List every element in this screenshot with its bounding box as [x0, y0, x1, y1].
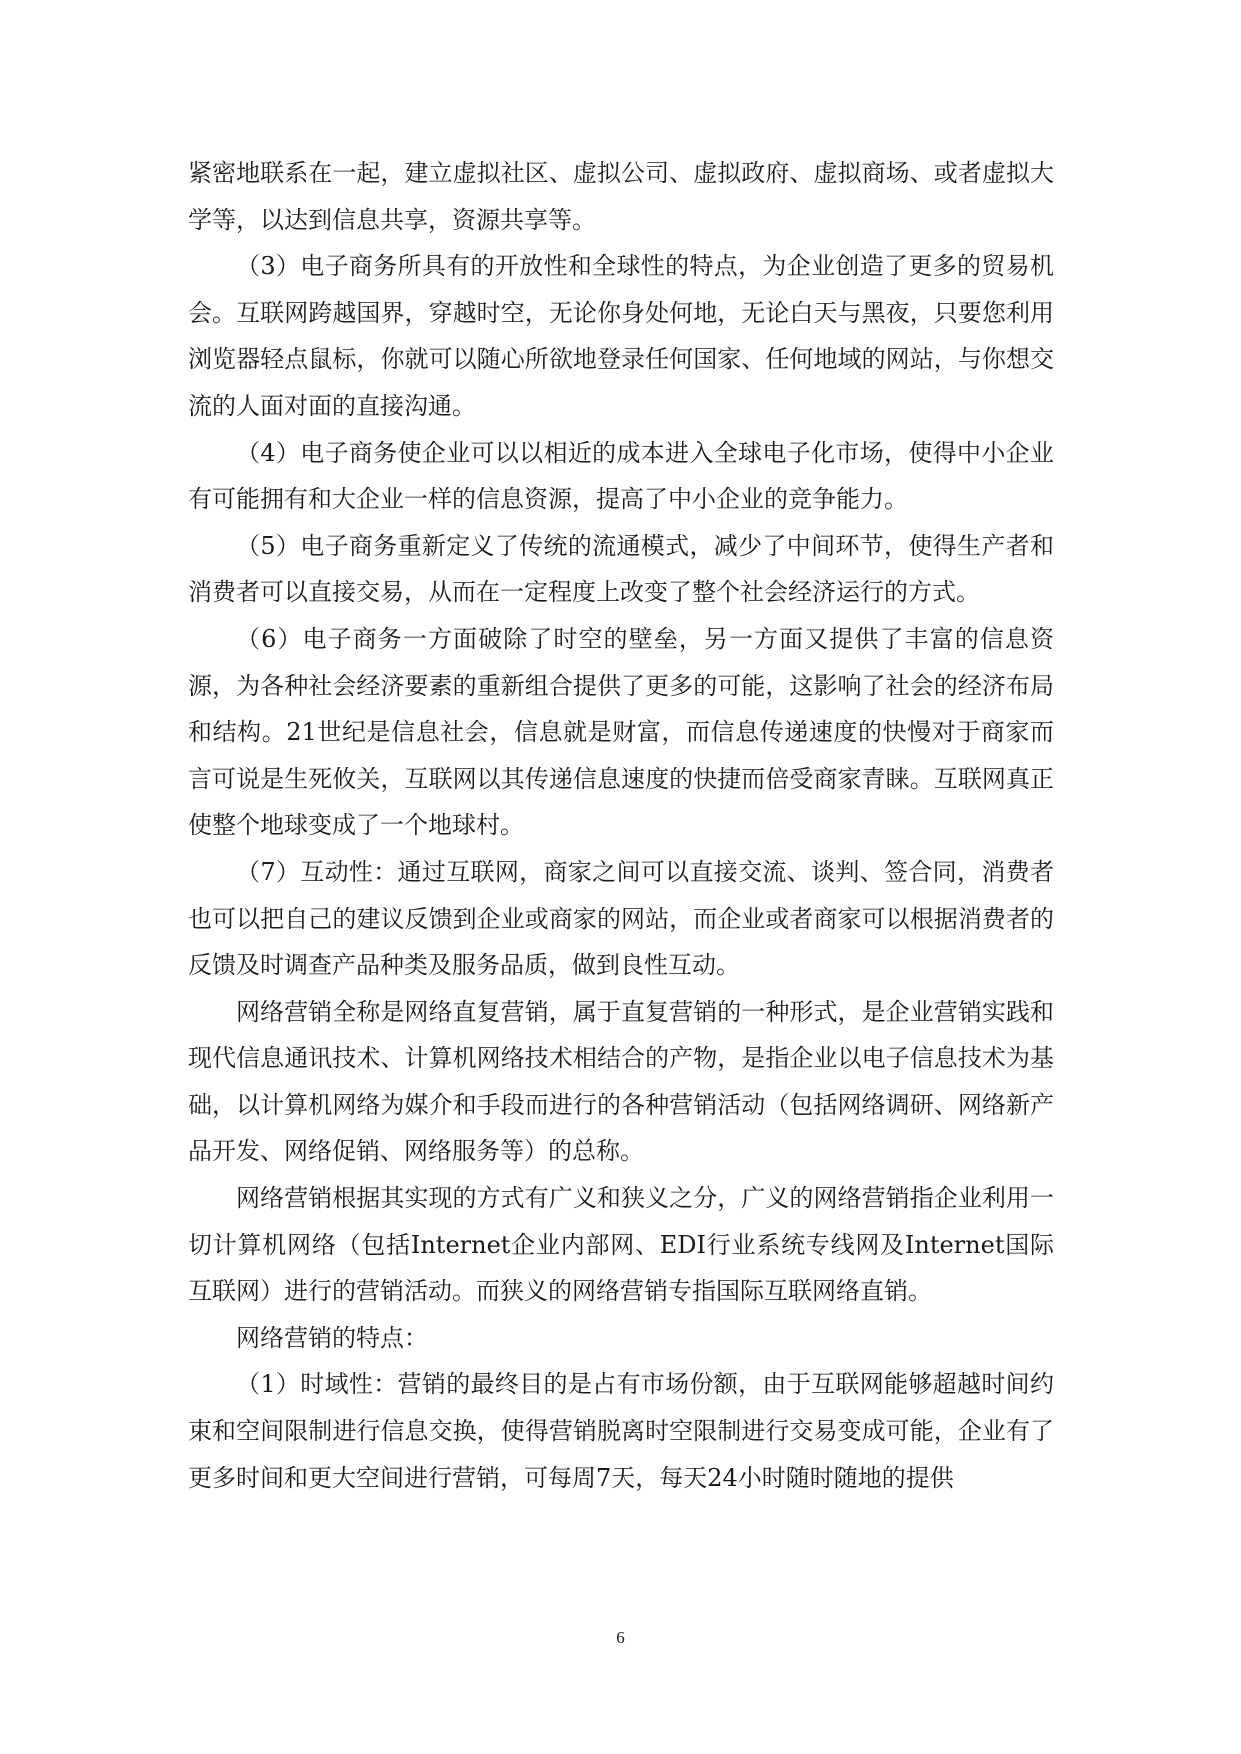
page-number: 6 — [616, 1628, 625, 1647]
paragraph-item-3: （3）电子商务所具有的开放性和全球性的特点，为企业创造了更多的贸易机会。互联网跨越国界，穿越时空，无论你身处何地，无论白天与黑夜，只要您利用浏览器轻点鼠标，你就可以随心所欲地登录任何国家、任何地域的网站，与你想交流的人面对面的直接沟通。 — [188, 252, 1054, 420]
paragraph-continued: 紧密地联系在一起，建立虚拟社区、虚拟公司、虚拟政府、虚拟商场、或者虚拟大学等，以达到信息共享，资源共享等。 — [188, 159, 1054, 234]
paragraph-item-5: （5）电子商务重新定义了传统的流通模式，减少了中间环节，使得生产者和消费者可以直接交易，从而在一定程度上改变了整个社会经济运行的方式。 — [188, 531, 1054, 607]
paragraph-features-heading: 网络营销的特点： — [236, 1323, 428, 1352]
body-text — [188, 150, 1054, 1501]
paragraph-item-4: （4）电子商务使企业可以以相近的成本进入全球电子化市场，使得中小企业有可能拥有和大企业一样的信息资源，提高了中小企业的竞争能力。 — [188, 438, 1054, 514]
paragraph-network-marketing-scope: 网络营销根据其实现的方式有广义和狭义之分，广义的网络营销指企业利用一切计算机网络（包括Internet企业内部网、EDI行业系统专线网及Internet国际互联网）进行的营销活动。而狭义的网络营销专指国际互联网络直销。 — [188, 1184, 1054, 1306]
paragraph-network-marketing-definition: 网络营销全称是网络直复营销，属于直复营销的一种形式，是企业营销实践和现代信息通讯技术、计算机网络技术相结合的产物，是指企业以电子信息技术为基础，以计算机网络为媒介和手段而进行的各种营销活动（包括网络调研、网络新产品开发、网络促销、网络服务等）的总称。 — [188, 997, 1054, 1166]
paragraph-item-6: （6）电子商务一方面破除了时空的壁垒，另一方面又提供了丰富的信息资源，为各种社会经济要素的重新组合提供了更多的可能，这影响了社会的经济布局和结构。21世纪是信息社会，信息就是财富，而信息传递速度的快慢对于商家而言可说是生死攸关，互联网以其传递信息速度的快捷而倍受商家青睐。互联网真正使整个地球变成了一个地球村。 — [188, 624, 1054, 840]
paragraph-item-7: （7）互动性：通过互联网，商家之间可以直接交流、谈判、签合同，消费者也可以把自己的建议反馈到企业或商家的网站，而企业或者商家可以根据消费者的反馈及时调查产品种类及服务品质，做到良性互动。 — [188, 857, 1054, 980]
paragraph-feature-1: （1）时域性：营销的最终目的是占有市场份额，由于互联网能够超越时间约束和空间限制进行信息交换，使得营销脱离时空限制进行交易变成可能，企业有了更多时间和更大空间进行营销，可每周7天，每天24小时随时随地的提供 — [188, 1370, 1054, 1492]
